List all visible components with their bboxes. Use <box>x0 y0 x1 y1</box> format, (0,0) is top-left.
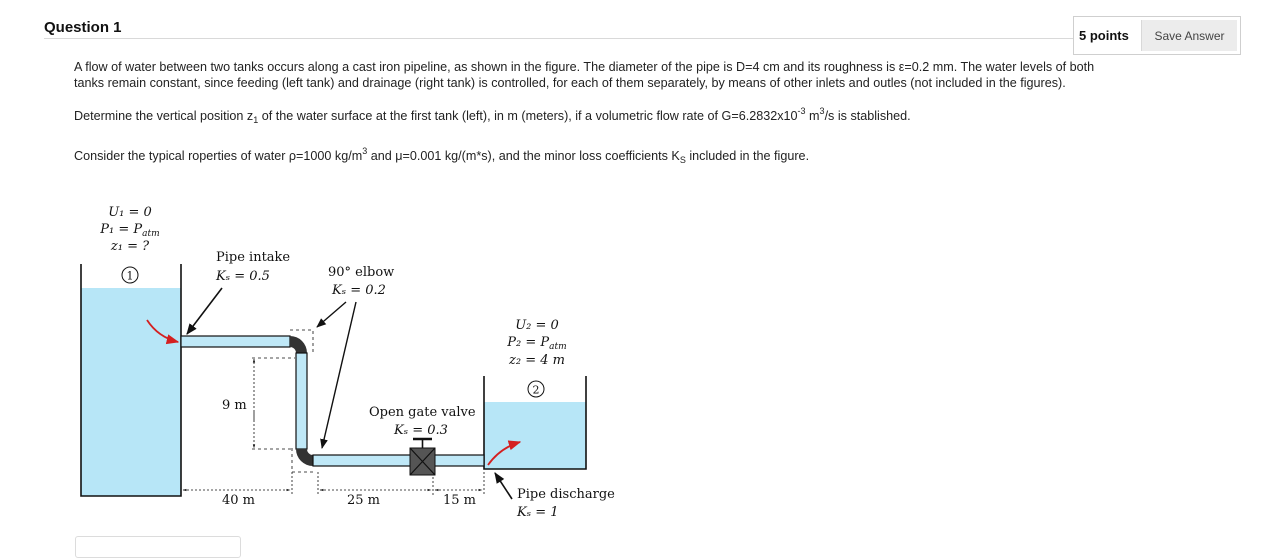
elbow-k: Kₛ = 0.2 <box>332 283 386 298</box>
intake-label: Pipe intake <box>216 250 291 265</box>
points-label: 5 points <box>1079 28 1129 43</box>
p2-subscript: 1 <box>253 115 259 125</box>
tank2-marker: 2 <box>532 383 540 397</box>
intake-leader <box>187 288 222 334</box>
elbow-leader-top <box>317 302 346 327</box>
question-title: Question 1 <box>44 19 122 36</box>
discharge-label: Pipe discharge <box>517 487 615 502</box>
question-paragraph-2 <box>74 108 1174 124</box>
intake-k: Kₛ = 0.5 <box>216 269 270 284</box>
dim-seg1-label: 40 m <box>222 493 256 508</box>
answer-box[interactable] <box>75 536 241 558</box>
left-tank-water <box>81 288 181 496</box>
question-paragraph-1 <box>74 59 1204 91</box>
save-answer-button[interactable]: Save Answer <box>1141 20 1237 51</box>
p2-exponent-2: 3 <box>819 106 825 116</box>
discharge-leader <box>495 473 512 499</box>
tank2-elevation: z₂ = 4 m <box>509 353 565 368</box>
elbow-top <box>290 336 307 353</box>
valve-k: Kₛ = 0.3 <box>394 423 448 438</box>
pipe-horizontal-bottom <box>313 455 484 466</box>
p3-exponent: 3 <box>362 146 368 156</box>
tank2-pressure: $P_2 = P_{atm}$ <box>507 335 567 352</box>
p2-text-a: Determine the vertical position z <box>74 109 254 123</box>
p2-text-b: of the water surface at the first tank (left), in m (meters), if a volumetric flow rate of G=6.2832x10 <box>258 109 798 123</box>
pipe-horizontal-top <box>181 336 290 347</box>
discharge-k: Kₛ = 1 <box>517 505 559 520</box>
tank1-velocity: U₁ = 0 <box>108 205 152 220</box>
dim-vertical-label: 9 m <box>222 398 247 413</box>
question-paragraph-3 <box>74 148 1174 164</box>
valve-label: Open gate valve <box>369 405 476 420</box>
elbow-label: 90° elbow <box>328 265 395 280</box>
elbow-leader-bottom <box>322 302 356 448</box>
tank1-elevation: z₁ = ? <box>110 239 150 254</box>
title-divider <box>44 38 1074 39</box>
p3-subscript: S <box>679 155 686 165</box>
pipe-vertical <box>296 353 307 449</box>
elbow-bottom <box>296 449 313 466</box>
tank2-velocity: U₂ = 0 <box>515 318 559 333</box>
p3-text-a: Consider the typical roperties of water ρ=1000 kg/m <box>74 149 363 163</box>
p2-text-d: /s is stablished. <box>824 109 911 123</box>
paragraph-1-line-1: A flow of water between two tanks occurs along a cast iron pipeline, as shown in the figure. The diameter of the pipe is D=4 cm and its roughness is ε=0.2 mm. The water levels of both <box>74 60 1095 74</box>
tank1-marker: 1 <box>126 269 134 283</box>
paragraph-1-line-2: tanks remain constant, since feeding (left tank) and drainage (right tank) is controlled, for each of them separately, by means of other inlets and outles (not included in the figures). <box>74 76 1066 90</box>
p3-text-b: and μ=0.001 kg/(m*s), and the minor loss coefficients K <box>367 149 680 163</box>
right-tank-water <box>484 402 586 469</box>
p2-text-c: m <box>805 109 820 123</box>
gate-valve <box>410 439 435 475</box>
dim-seg2-label: 25 m <box>347 493 381 508</box>
dim-seg3-label: 15 m <box>443 493 477 508</box>
p3-text-c: included in the figure. <box>685 149 810 163</box>
pipeline-figure <box>0 190 640 535</box>
p2-exponent: -3 <box>797 106 806 116</box>
tank1-pressure: $P_1 = P_{atm}$ <box>100 222 160 239</box>
